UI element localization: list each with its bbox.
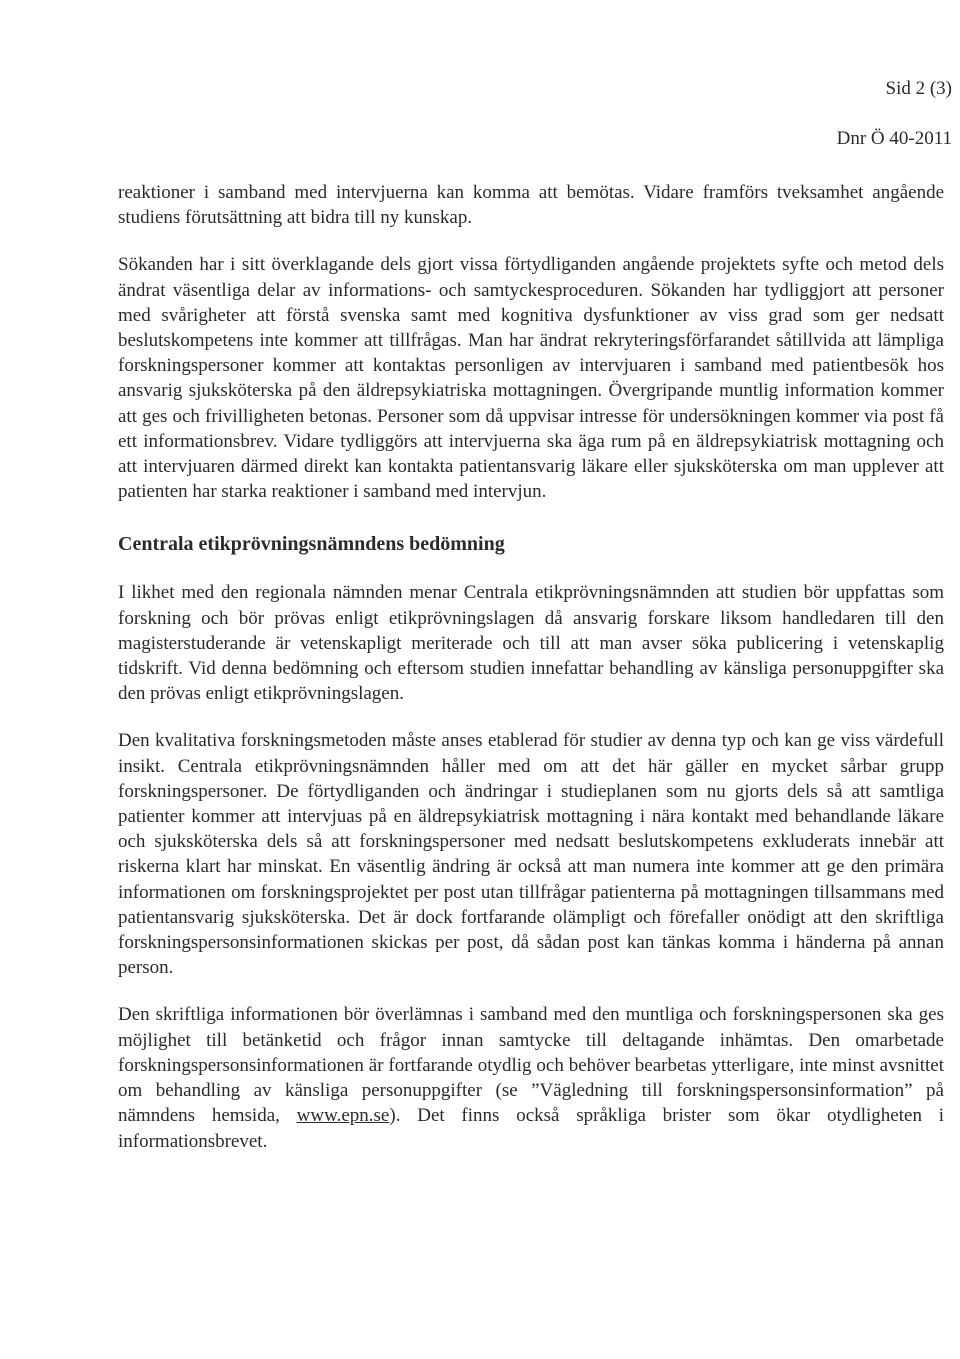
document-body (118, 180, 944, 1176)
paragraph-appeal: Sökanden har i sitt överklagande dels gjort vissa förtydliganden angående projektets syfte och metod dels ändrat väsentliga delar av informations- och samtyckesproceduren. Sökanden har tydliggjort att personer med svårigheter att förstå svenska samt med kognitiva dysfunktioner av viss grad som ger nedsatt beslutskompetens inte kommer att tillfrågas. Man har ändrat rekryteringsförfarandet såtillvida att lämpliga forskningspersoner kommer att kontaktas personligen av intervjuaren i samband med patientbesök hos ansvarig sjuksköterska på den äldrepsykiatriska mottagningen. Övergripande muntlig information kommer att ges och frivilligheten betonas. Personer som då uppvisar intresse för undersökningen kommer via post få ett informationsbrev. Vidare tydliggörs att intervjuerna ska äga rum på en äldrepsykiatrisk mottagning och att intervjuaren därmed direkt kan kontakta patientansvarig läkare eller sjuksköterska om man upplever att patienten har starka reaktioner i samband med intervjun. (118, 254, 944, 503)
section-heading: Centrala etikprövningsnämndens bedömning (118, 533, 505, 556)
paragraph-information-text: Den skriftliga informationen bör överlämnas i samband med den muntliga och forskningspersonen ska ges möjlighet till betänketid och frågor innan samtycke till deltagande inhämtas. Den omarbetade forskningspersonsinformationen är fortfarande otydlig och behöver bearbetas ytterligare, inte minst avsnittet om behandling av känsliga personuppgifter (se ”Vägledning till forskningspersonsinformation” på nämndens hemsida, (118, 1004, 944, 1127)
website-link[interactable]: www.epn.se (296, 1105, 390, 1127)
paragraph-method: Den kvalitativa forskningsmetoden måste anses etablerad för studier av denna typ och kan ge viss värdefull insikt. Centrala etikprövningsnämnden håller med om att det här gäller en mycket sårbar grupp forskningspersoner. De förtydliganden och ändringar i studieplanen som nu gjorts dels så att samtliga patienter kommer att intervjuas på en äldrepsykiatrisk mottagning i nära kontakt med behandlande läkare och sjuksköterska dels så att forskningspersoner med nedsatt beslutskompetens exkluderats innebär att riskerna klart har minskat. En väsentlig ändring är också att man numera inte kommer att ge den primära informationen om forskningsprojektet per post utan tillfrågar patienterna på mottagningen tillsammans med patientansvarig sjuksköterska. Det är dock fortfarande olämpligt och förefaller onödigt att den skriftliga forskningspersonsinformationen skickas per post, då sådan post kan tänkas komma i händerna på annan person. (118, 730, 944, 979)
diary-number: Dnr Ö 40-2011 (836, 128, 952, 149)
page-number: Sid 2 (3) (885, 78, 952, 99)
paragraph-assessment: I likhet med den regionala nämnden menar Centrala etikprövningsnämnden att studien bör uppfattas som forskning och bör prövas enligt etikprövningslagen då ansvarig forskare liksom handledaren till den magisterstuderande är vetenskapligt meriterade och till att man avser söka publicering i vetenskaplig tidskrift. Vid denna bedömning och eftersom studien innefattar behandling av känsliga personuppgifter ska den prövas enligt etikprövningslagen. (118, 582, 944, 705)
paragraph-continued: reaktioner i samband med intervjuerna kan komma att bemötas. Vidare framförs tveksamhet angående studiens förutsättning att bidra till ny kunskap. (118, 182, 944, 229)
paragraph-information-end: ). Det finns också språkliga brister som ökar otydligheten i informationsbrevet. (118, 1105, 945, 1152)
paragraph-information (118, 1002, 944, 1153)
page-header (837, 76, 952, 152)
